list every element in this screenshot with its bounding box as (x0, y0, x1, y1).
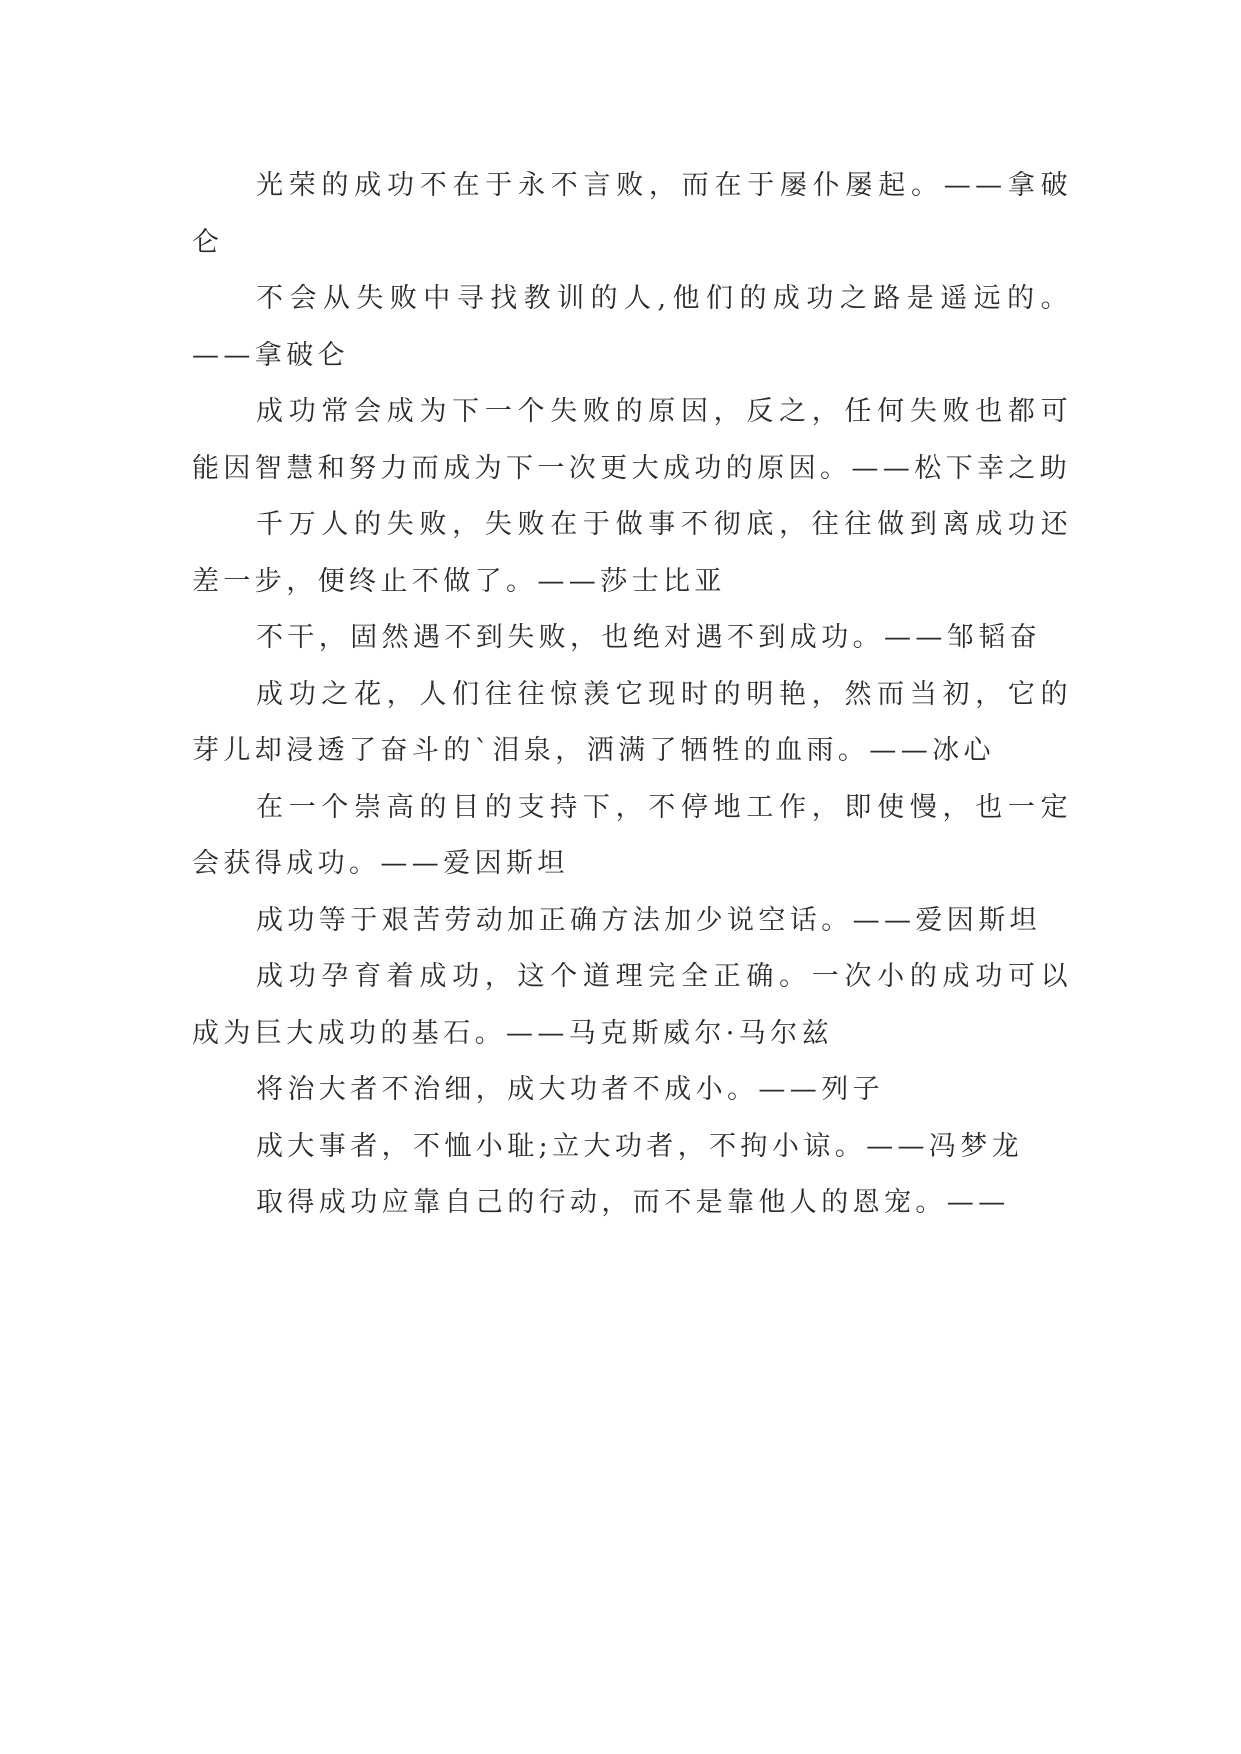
quote-paragraph: 不会从失败中寻找教训的人,他们的成功之路是遥远的。——拿破仑 (192, 283, 1072, 371)
quote-paragraph: 不干，固然遇不到失败，也绝对遇不到成功。——邹韬奋 (256, 622, 1041, 653)
quote-paragraph: 将治大者不治细，成大功者不成小。——列子 (256, 1074, 884, 1105)
document-body (192, 158, 1072, 1232)
quote-paragraph: 千万人的失败，失败在于做事不彻底，往往做到离成功还差一步，便终止不做了。——莎士比亚 (192, 509, 1072, 597)
quote-paragraph: 取得成功应靠自己的行动，而不是靠他人的恩宠。—— (256, 1187, 1010, 1218)
quote-paragraph: 成功之花，人们往往惊羡它现时的明艳，然而当初，它的芽儿却浸透了奋斗的`泪泉，洒满了牺牲的血雨。——冰心 (192, 678, 1072, 766)
quote-paragraph: 成大事者，不恤小耻;立大功者，不拘小谅。——冯梦龙 (256, 1130, 1024, 1162)
quote-paragraph: 光荣的成功不在于永不言败，而在于屡仆屡起。——拿破仑 (192, 170, 1072, 258)
quote-paragraph: 成功等于艰苦劳动加正确方法加少说空话。——爱因斯坦 (256, 904, 1041, 936)
quote-paragraph: 在一个崇高的目的支持下，不停地工作，即使慢，也一定会获得成功。——爱因斯坦 (192, 791, 1072, 879)
quote-paragraph: 成功孕育着成功，这个道理完全正确。一次小的成功可以成为巨大成功的基石。——马克斯威尔·马尔兹 (192, 961, 1072, 1049)
quote-paragraph: 成功常会成为下一个失败的原因，反之，任何失败也都可能因智慧和努力而成为下一次更大成功的原因。——松下幸之助 (192, 396, 1072, 484)
